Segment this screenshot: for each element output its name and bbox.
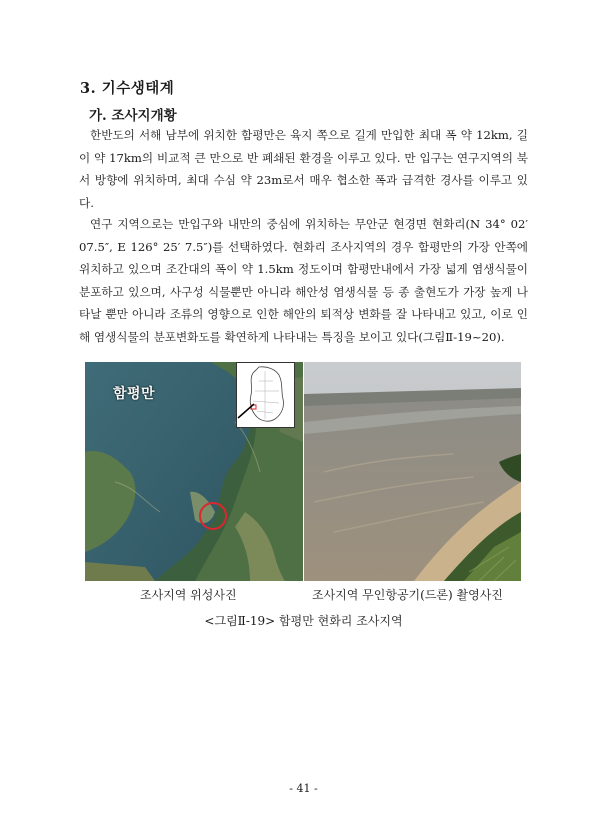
- drone-photo: [304, 362, 521, 581]
- paragraph-study-area: 연구 지역으로는 만입구와 내만의 중심에 위치하는 무안군 현경면 현화리(N 34° 02′ 07.5″, E 126° 25′ 7.5″)를 선택하였다. 현화리 조사지역의 경우 함평만의 가장 안쪽에 위치하고 있으며 조간대의 폭이 약 1.5km 정도이며 함평만내에서 가장 넓게 염생식물이 분포하고 있으며, 사구성 식물뿐만 아니라 해안성 염생식물 등 종 출현도가 가장 높게 나타날 뿐만 아니라 조류의 영향으로 인한 해안의 퇴적상 변화를 잘 나타내고 있고, 이로 인해 염생식물의 분포변화도를 확연하게 나타내는 특징을 보이고 있다(그림Ⅱ-19~20).: [79, 217, 528, 344]
- caption-drone: 조사지역 무인항공기(드론) 촬영사진: [312, 588, 503, 602]
- page-number: - 41 -: [289, 782, 318, 795]
- inset-pointer-line: [236, 400, 266, 420]
- subsection-title: 가. 조사지개황: [89, 108, 177, 124]
- section-title: 3. 기수생태계: [80, 80, 175, 97]
- map-place-label: 함평만: [113, 386, 156, 402]
- figure-caption: <그림Ⅱ-19> 함평만 현화리 조사지역: [204, 614, 403, 628]
- caption-satellite: 조사지역 위성사진: [140, 588, 237, 602]
- study-site-marker: [199, 502, 227, 530]
- paragraph-overview: 한반도의 서해 남부에 위치한 함평만은 육지 쪽으로 길게 만입한 최대 폭 약 12km, 길이 약 17km의 비교적 큰 만으로 반 폐쇄된 환경을 이루고 있다. 만 입구는 연구지역의 북서 방향에 위치하며, 최대 수심 약 23m로서 매우 협소한 폭과 급격한 경사를 이루고 있다.: [79, 128, 528, 210]
